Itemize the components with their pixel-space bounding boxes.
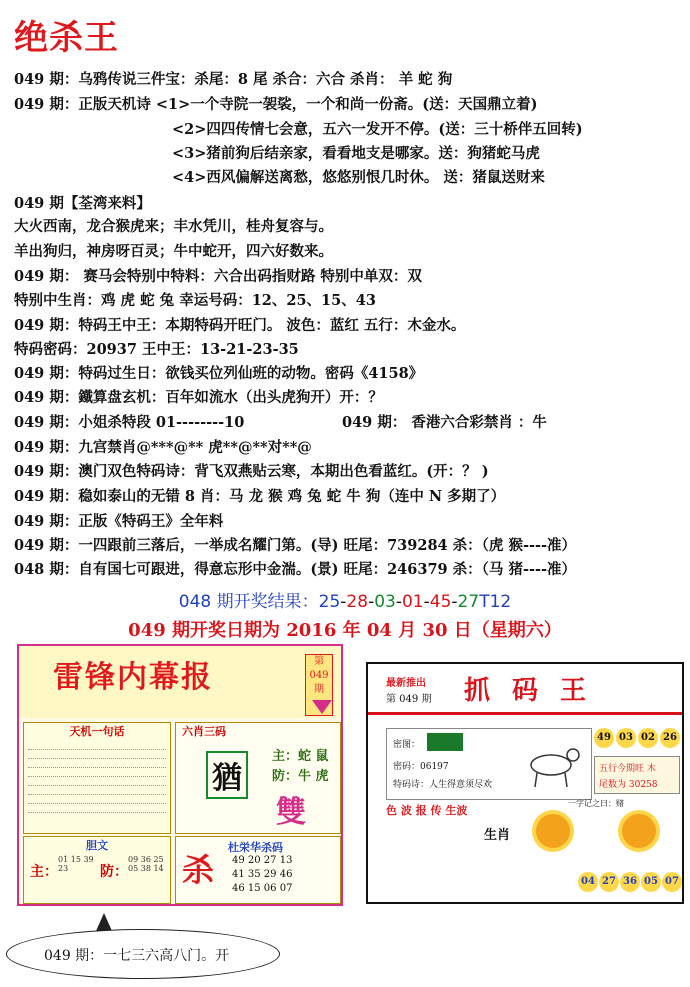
guard-zodiac: 防：牛 虎 bbox=[272, 769, 329, 784]
speech-bubble-text: 049 期：一七三六高八门。开 bbox=[44, 948, 230, 964]
text-line: <3>猪前狗后结亲家，看看地支是哪家。送：狗猪蛇马虎 bbox=[172, 145, 540, 162]
text-line: 特别中生肖：鸡 虎 蛇 兔 幸运号码：12、25、15、43 bbox=[14, 292, 376, 309]
guard-label: 防： bbox=[100, 864, 128, 880]
number-ball: 02 bbox=[638, 728, 658, 748]
result-number: 28 bbox=[346, 592, 369, 612]
text-line: 049 期：特码过生日：欲钱买位列仙班的动物。密码《4158》 bbox=[14, 365, 424, 382]
text-line: 羊出狗归，神房呀百灵；牛中蛇开，四六好数来。 bbox=[14, 243, 333, 260]
new-label: 最新推出 bbox=[386, 678, 426, 689]
color-label: 波 bbox=[400, 804, 412, 817]
result-number: 25 bbox=[318, 592, 341, 612]
number-ball: 04 bbox=[578, 872, 598, 892]
separator: - bbox=[451, 592, 458, 612]
zhuamawang-header bbox=[368, 664, 682, 715]
text-line: 049 期： 香港六合彩禁肖 ：牛 bbox=[342, 414, 547, 431]
big-character: 猶 bbox=[206, 751, 248, 799]
color-label: 色 bbox=[386, 804, 397, 817]
issue-unit: 期 bbox=[314, 684, 324, 695]
color-labels bbox=[386, 802, 467, 818]
draw-result-label: 048 期开奖结果： bbox=[178, 592, 319, 612]
text-line: 特码密码：20937 王中王：13-21-23-35 bbox=[14, 341, 299, 358]
text-line: 049 期：乌鸦传说三件宝：杀尾：8 尾 杀合：六合 杀肖： 羊 蛇 狗 bbox=[14, 71, 453, 88]
number-ball: 03 bbox=[616, 728, 636, 748]
code-label: 密图： bbox=[393, 740, 421, 750]
text-line: 049 期：特码王中王：本期特码开旺门。 波色：蓝红 五行：木金水。 bbox=[14, 317, 466, 334]
poem-text: 特码诗：人生得意须尽欢 bbox=[393, 780, 493, 790]
shengxiao-label: 生肖 bbox=[484, 828, 511, 843]
kill-row: 41 35 29 46 bbox=[232, 869, 293, 880]
number-ball: 36 bbox=[620, 872, 640, 892]
color-label: 报 bbox=[415, 804, 427, 817]
color-label: 生波 bbox=[445, 804, 468, 817]
text-line: 049 期：稳如泰山的无错 8 肖：马 龙 猴 鸡 兔 蛇 牛 狗（连中 N 多期了） bbox=[14, 488, 506, 505]
decorative-text-lines bbox=[24, 739, 170, 815]
box-heading: 天机一句话 bbox=[69, 725, 125, 738]
box-heading: 杜栄华杀码 bbox=[228, 841, 283, 854]
result-number: 27 bbox=[457, 592, 480, 612]
text-line: 049 期【荃湾来料】 bbox=[14, 195, 151, 212]
result-number: 03 bbox=[374, 592, 396, 612]
text-line: 049 期：小姐杀特段 01--------10 bbox=[14, 414, 245, 431]
dan-box bbox=[23, 836, 171, 904]
color-label: 传 bbox=[430, 804, 442, 817]
guard-numbers: 09 36 25 05 38 14 bbox=[128, 855, 164, 873]
result-number: 01 bbox=[401, 592, 424, 612]
tianji-box bbox=[23, 722, 171, 834]
page-title: 绝杀王 bbox=[14, 18, 119, 58]
newspaper-header bbox=[19, 646, 341, 718]
kill-row: 46 15 06 07 bbox=[232, 883, 293, 894]
newspaper-title: 雷锋内幕报 bbox=[53, 660, 213, 695]
code-text: 密码：06197 bbox=[393, 762, 449, 772]
text-line: 049 期：一四跟前三落后，一举成名耀门第。(导) 旺尾：739284 杀：（虎 猴----准） bbox=[14, 537, 577, 554]
bubble-tail bbox=[96, 913, 112, 931]
code-panel bbox=[386, 728, 592, 800]
kill-code-box bbox=[175, 836, 341, 904]
kill-row: 49 20 27 13 bbox=[232, 855, 293, 866]
text-line: 049 期：正版天机诗 <1>一个寺院一袈裟，一个和尚一份斋。(送：天国鼎立着) bbox=[14, 96, 538, 113]
issue-label: 第 049 期 bbox=[386, 694, 432, 705]
main-label: 主： bbox=[30, 864, 58, 880]
leifeng-newspaper-image bbox=[17, 644, 343, 906]
text-line: 049 期：鐵算盘玄机：百年如流水（出头虎狗开）开：？ bbox=[14, 389, 383, 406]
wuxing-text: 五行今期旺 木 bbox=[599, 764, 656, 774]
separator: - bbox=[423, 592, 430, 612]
kill-character: 杀 bbox=[182, 851, 215, 889]
text-line: 048 期：自有国七可跟进，得意忘形中金湍。(景) 旺尾：246379 杀：（马 猪----准） bbox=[14, 561, 577, 578]
text-line: 大火西南，龙合猴虎来；丰水凭川，桂舟复容与。 bbox=[14, 218, 333, 235]
issue-label: 第 bbox=[314, 656, 324, 667]
zodiac-box bbox=[175, 722, 341, 834]
tail-text: 尾数为 30258 bbox=[599, 780, 658, 790]
code-graphic-icon bbox=[427, 733, 463, 751]
double-character: 雙 bbox=[276, 795, 306, 830]
corner-fold-decoration bbox=[312, 700, 332, 714]
number-ball: 49 bbox=[594, 728, 614, 748]
issue-number: 049 bbox=[309, 670, 329, 681]
special-number: T12 bbox=[479, 592, 512, 612]
number-ball: 07 bbox=[662, 872, 682, 892]
text-line: 049 期：九宫禁肖@***@** 虎**@**对**@ bbox=[14, 439, 312, 456]
text-line: 049 期：正版《特码王》全年料 bbox=[14, 513, 224, 530]
sun-icon bbox=[622, 814, 656, 848]
result-number: 45 bbox=[429, 592, 452, 612]
text-line: <4>西风偏解送离愁，悠悠别恨几时休。 送：猪鼠送财来 bbox=[172, 169, 545, 186]
wuxing-box bbox=[594, 756, 680, 794]
text-line: <2>四四传情七会意，五六一发开不停。(送：三十桥伴五回转) bbox=[172, 121, 583, 138]
sun-icon bbox=[536, 814, 570, 848]
zhuamawang-title: 抓码王 bbox=[464, 676, 609, 706]
separator: - bbox=[368, 592, 375, 612]
separator: - bbox=[340, 592, 347, 612]
number-ball: 26 bbox=[660, 728, 680, 748]
draw-date: 049 期开奖日期为 2016 年 04 月 30 日（星期六） bbox=[128, 620, 562, 641]
goat-illustration-icon bbox=[517, 737, 585, 791]
text-line: 049 期：澳门双色特码诗：背飞双燕贴云寒，本期出色看蓝红。(开：？ ) bbox=[14, 463, 489, 480]
text-line: 049 期： 赛马会特别中特料：六合出码指财路 特别中单双：双 bbox=[14, 268, 422, 285]
draw-result bbox=[0, 587, 690, 612]
main-zodiac: 主：蛇 鼠 bbox=[272, 749, 329, 764]
separator: - bbox=[395, 592, 402, 612]
main-numbers: 01 15 39 23 bbox=[58, 855, 94, 873]
number-ball: 27 bbox=[599, 872, 619, 892]
number-ball: 05 bbox=[641, 872, 661, 892]
note-text: 一字记之曰：赌 bbox=[568, 799, 624, 808]
zhuamawang-image bbox=[366, 662, 684, 904]
box-heading: 胆文 bbox=[86, 839, 108, 852]
box-heading: 六肖三码 bbox=[182, 725, 226, 738]
